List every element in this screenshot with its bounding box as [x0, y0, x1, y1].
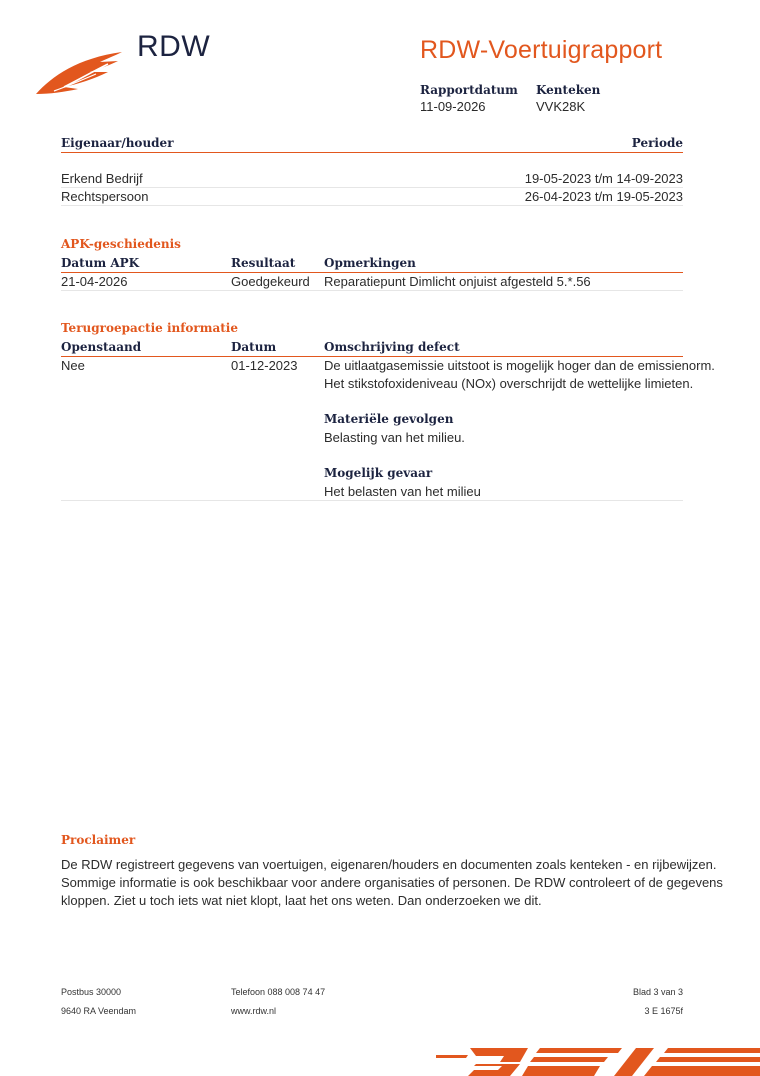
recall-desc-line-1: De uitlaatgasemissie uitstoot is mogelijk hoger dan de emissienorm. [324, 358, 715, 373]
footer-phone: Telefoon 088 008 74 47 [231, 987, 326, 997]
proclaimer-line-2: Sommige informatie is ook beschikbaar voor andere organisaties of personen. De RDW controleert of de gegevens [61, 875, 723, 890]
owner-row-2-period: 26-04-2023 t/m 19-05-2023 [524, 189, 683, 204]
footer-city: 9640 RA Veendam [61, 1006, 137, 1016]
period-column-header: Periode [631, 136, 683, 150]
owner-row-2-owner: Rechtspersoon [61, 189, 149, 204]
recall-table-bottom [61, 500, 683, 501]
consequences-value: Belasting van het milieu. [324, 430, 465, 445]
owners-table-bottom [61, 205, 683, 206]
recall-header-rule [61, 356, 683, 357]
apk-row-date: 21-04-2026 [61, 274, 128, 289]
proclaimer-title: Proclaimer [61, 833, 136, 847]
report-title: RDW-Voertuigrapport [420, 36, 663, 64]
footer-page-number: Blad 3 van 3 [632, 987, 683, 997]
recall-desc-line-2: Het stikstofoxideniveau (NOx) overschrijdt de wettelijke limieten. [324, 376, 694, 391]
owners-header-rule [61, 152, 683, 153]
apk-remarks-column-header: Opmerkingen [324, 256, 416, 270]
recall-open-column-header: Openstaand [61, 340, 142, 354]
recall-date-value: 01-12-2023 [231, 358, 298, 373]
recall-open-value: Nee [61, 358, 85, 373]
owner-column-header: Eigenaar/houder [61, 136, 174, 150]
apk-row-remarks: Reparatiepunt Dimlicht onjuist afgesteld 5.*.56 [324, 274, 591, 289]
apk-section-title: APK-geschiedenis [61, 237, 181, 251]
apk-header-rule [61, 272, 683, 273]
speed-stripes-icon [436, 1044, 760, 1076]
recall-section-title: Terugroepactie informatie [61, 321, 238, 335]
danger-label: Mogelijk gevaar [324, 466, 433, 480]
report-date-value: 11-09-2026 [420, 99, 486, 114]
apk-table-bottom [61, 290, 683, 291]
owner-row-1-owner: Erkend Bedrijf [61, 171, 143, 186]
owner-row-1-period: 19-05-2023 t/m 14-09-2023 [524, 171, 683, 186]
plate-label: Kenteken [536, 83, 601, 97]
rdw-wing-icon [34, 46, 126, 96]
danger-value: Het belasten van het milieu [324, 484, 481, 499]
owners-row-divider [61, 187, 683, 188]
report-date-label: Rapportdatum [420, 83, 518, 97]
brand-name: RDW [137, 30, 211, 63]
proclaimer-line-3: kloppen. Ziet u toch iets wat niet klopt, laat het ons weten. Dan onderzoeken we dit. [61, 893, 542, 908]
proclaimer-line-1: De RDW registreert gegevens van voertuigen, eigenaren/houders en documenten zoals kenteken - en rijbewijzen. [61, 857, 717, 872]
apk-row-result: Goedgekeurd [231, 274, 310, 289]
recall-date-column-header: Datum [231, 340, 277, 354]
recall-desc-column-header: Omschrijving defect [324, 340, 460, 354]
footer-code: 3 E 1675f [644, 1006, 683, 1016]
footer-website[interactable]: www.rdw.nl [231, 1006, 277, 1016]
plate-value: VVK28K [536, 99, 586, 114]
apk-date-column-header: Datum APK [61, 256, 140, 270]
consequences-label: Materiële gevolgen [324, 412, 454, 426]
apk-result-column-header: Resultaat [231, 256, 296, 270]
footer-postbus: Postbus 30000 [61, 987, 122, 997]
